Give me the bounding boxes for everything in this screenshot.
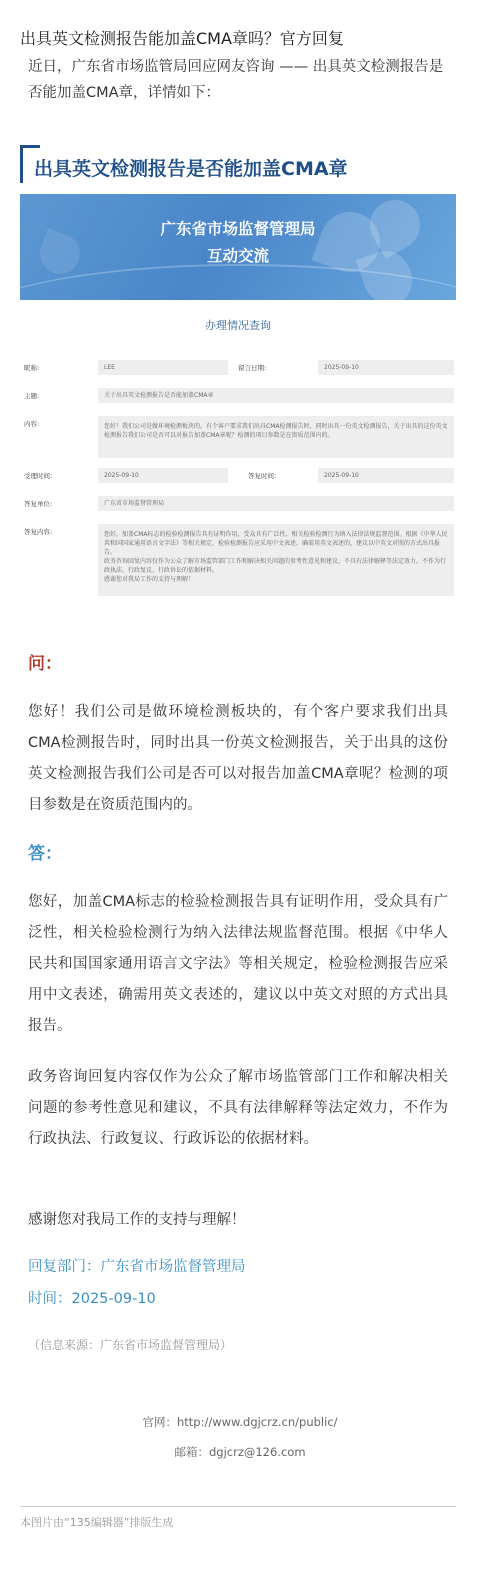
info-source: （信息来源：广东省市场监督管理局）	[28, 1338, 233, 1352]
reply-unit-value: 广东省市场监督管理局	[98, 496, 454, 511]
reply-department: 回复部门：广东省市场监督管理局	[28, 1259, 246, 1275]
heading-bracket-vertical	[20, 145, 23, 183]
answer-paragraph-2: 政务咨询回复内容仅作为公众了解市场监管部门工作和解决相关问题的参考性意见和建议，不具有法律解释等法定效力，不作为行政执法、行政复议、行政诉讼的依据材料。	[28, 1069, 448, 1147]
reply-time: 时间：2025-09-10	[28, 1291, 156, 1307]
banner-subtitle: 互动交流	[206, 247, 269, 265]
footer-divider	[20, 1506, 456, 1507]
reply-content-value: 您好，加盖CMA标志的检验检测报告具有证明作用，受众具有广泛性，相关检验检测行为纳入法律法规监督范围。根据《中华人民共和国国家通用语言文字法》等相关规定，检验检测报告应采用中文表述，确需用英文表述的，建议以中英文对照的方式出具报告。 政务咨询回复内容仅作为公众了解市场监管部门工作和解决相关问题的参考性意见和建议，不具有法律解释等法定效力，不作为行政执法、行政复议、行政诉讼的依据材料。 感谢您对我局工作的支持与理解！	[98, 524, 454, 596]
content-value: 您好！我们公司是做环境检测板块的，有个客户要求我们出具CMA检测报告时，同时出具一份英文检测报告，关于出具的这份英文检测报告我们公司是否可以对报告加盖CMA章呢？检测的项目参数是在资质范围内的。	[98, 416, 454, 458]
section-heading-text: 出具英文检测报告是否能加盖CMA章	[34, 158, 348, 180]
article-title: 出具英文检测报告能加盖CMA章吗？官方回复	[20, 29, 344, 48]
accept-time-value: 2025-09-10	[98, 468, 228, 483]
editor-credit: 本图片由“135编辑器”排版生成	[20, 1516, 174, 1529]
reply-content-label: 答复内容:	[24, 528, 53, 536]
article-intro: 近日，广东省市场监管局回应网友咨询 —— 出具英文检测报告是否能加盖CMA章，详情如下：	[28, 59, 444, 101]
reply-time-value: 2025-09-10	[318, 468, 454, 483]
section-heading	[20, 145, 460, 185]
nickname-value: LEE	[98, 360, 228, 375]
question-text: 您好！我们公司是做环境检测板块的，有个客户要求我们出具CMA检测报告时，同时出具一份英文检测报告，关于出具的这份英文检测报告我们公司是否可以对报告加盖CMA章呢？检测的项目参数是在资质范围内的。	[28, 704, 448, 813]
answer-paragraph-3: 感谢您对我局工作的支持与理解！	[28, 1212, 246, 1228]
website-link[interactable]: 官网：http://www.dgjcrz.cn/public/	[142, 1415, 338, 1429]
reply-time-label: 答复时间:	[248, 472, 277, 480]
post-date-value: 2025-09-10	[318, 360, 454, 375]
question-label: 问：	[28, 654, 62, 674]
heading-bracket-horizontal	[20, 145, 40, 148]
email-link[interactable]: 邮箱：dgjcrz@126.com	[174, 1445, 306, 1459]
content-label: 内容:	[24, 420, 40, 428]
query-status-link[interactable]: 办理情况查询	[205, 319, 271, 332]
banner-image	[20, 194, 456, 300]
banner-title: 广东省市场监督管理局	[160, 220, 316, 238]
answer-label: 答：	[28, 844, 62, 864]
reply-unit-label: 答复单位:	[24, 500, 53, 508]
subject-value: 关于出具英文检测报告是否能加盖CMA章	[98, 388, 454, 403]
answer-paragraph-1: 您好，加盖CMA标志的检验检测报告具有证明作用，受众具有广泛性，相关检验检测行为纳入法律法规监督范围。根据《中华人民共和国国家通用语言文字法》等相关规定，检验检测报告应采用中文表述，确需用英文表述的，建议以中英文对照的方式出具报告。	[28, 894, 448, 1034]
nickname-label: 昵称:	[24, 364, 40, 372]
accept-time-label: 受理时间:	[24, 472, 53, 480]
post-date-label: 留言日期:	[238, 364, 267, 372]
subject-label: 主题:	[24, 392, 40, 400]
